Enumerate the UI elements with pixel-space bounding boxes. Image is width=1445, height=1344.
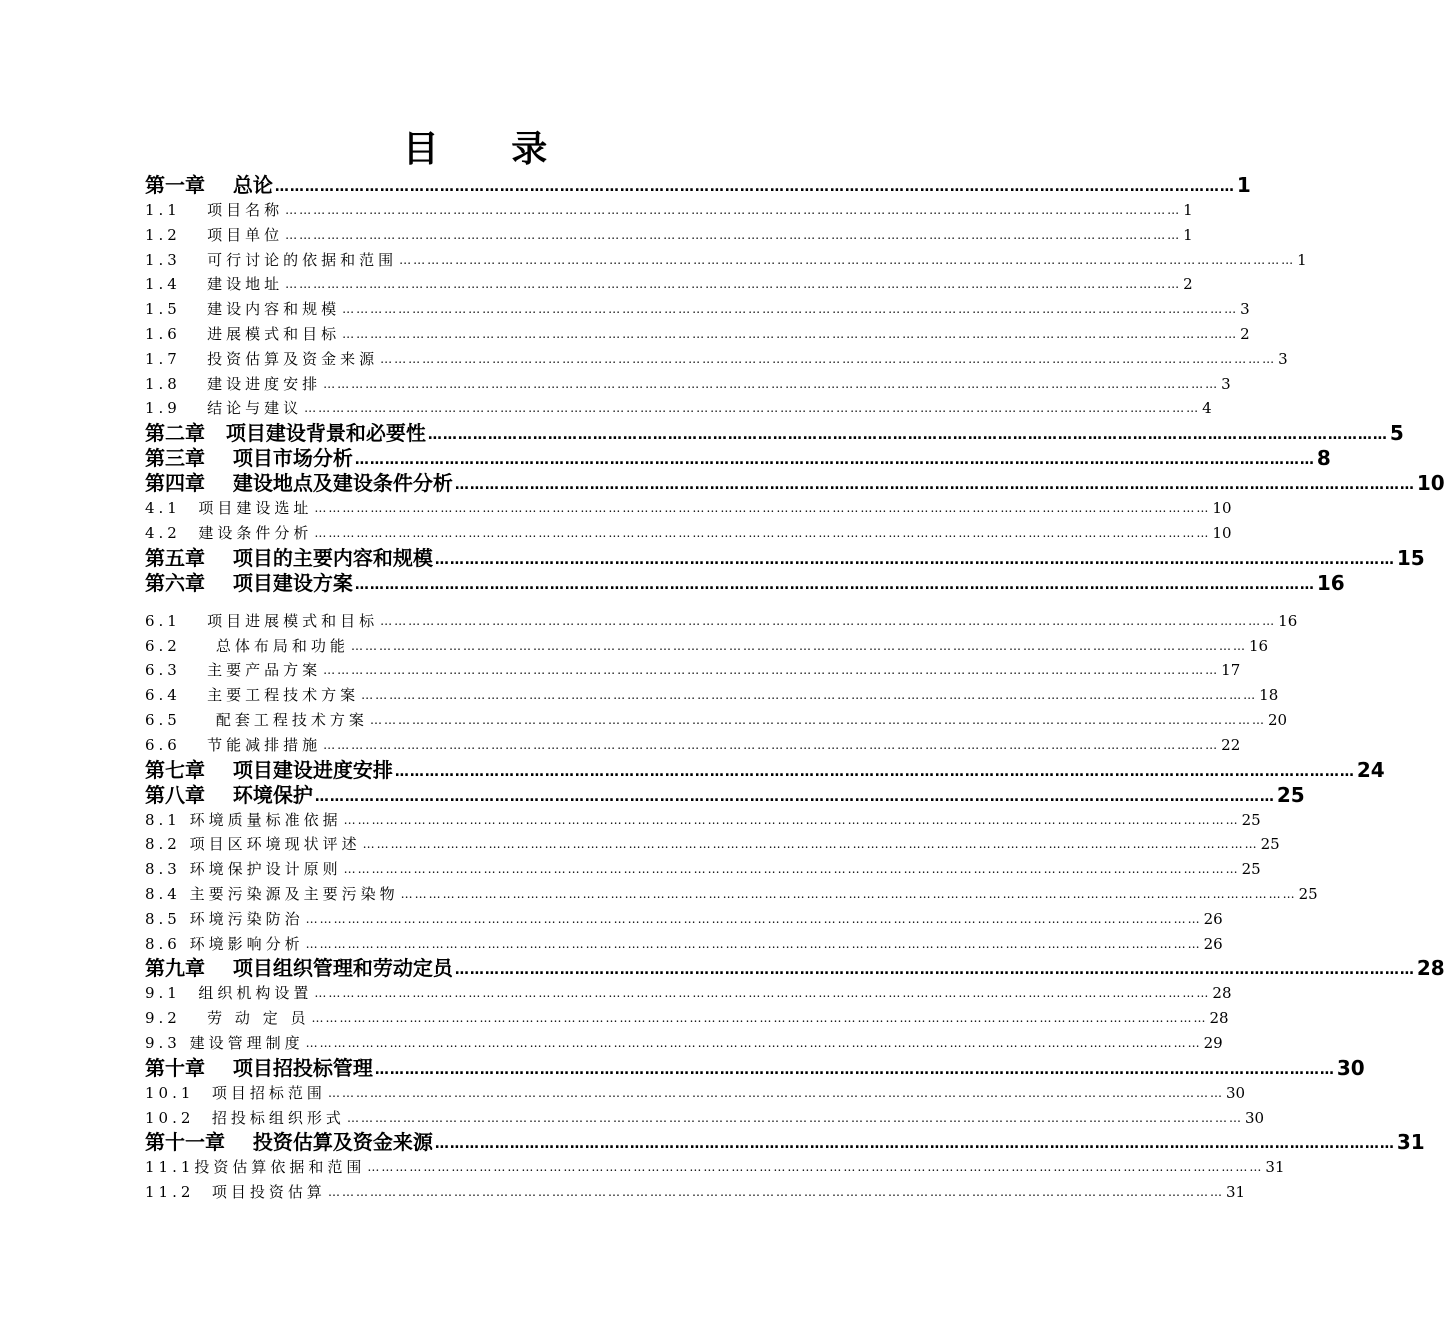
toc-entry-label: 6.2 总体布局和功能 (145, 636, 349, 655)
toc-chapter-row (145, 471, 1445, 496)
toc-page-number: 28 (1416, 956, 1445, 981)
toc-chapter-row (145, 1130, 1425, 1155)
toc-chapter-row (145, 956, 1445, 981)
toc-dot-leader: ………………………………………………………………………………………………………………………………………………………………………… (374, 1061, 1335, 1078)
toc-entry-label: 9.3 建设管理制度 (145, 1033, 304, 1052)
toc-section-row (145, 733, 1241, 758)
toc-entry-label: 第十章 项目招投标管理 (145, 1055, 373, 1080)
toc-page-number: 3 (1278, 349, 1288, 368)
toc-chapter-row (145, 446, 1331, 471)
toc-entry-label: 第四章 建设地点及建设条件分析 (145, 471, 453, 496)
toc-entry-label: 8.3 环境保护设计原则 (145, 860, 342, 879)
toc-entry-label: 第六章 项目建设方案 (145, 570, 353, 595)
toc-entry-label: 8.6 环境影响分析 (145, 934, 304, 953)
toc-section-row (145, 981, 1232, 1006)
toc-entry-label: 6.1 项目进展模式和目标 (145, 611, 379, 630)
toc-dot-leader: ………………………………………………………………………………………………………………………………………………………………………… (327, 1185, 1224, 1200)
toc-page-number: 4 (1202, 399, 1212, 418)
toc-page-number: 1 (1297, 250, 1307, 269)
toc-page-number: 10 (1212, 523, 1232, 542)
toc-entry-label: 9.2 劳 动 定 员 (145, 1009, 310, 1028)
toc-page-number: 25 (1260, 835, 1280, 854)
toc-section-row (145, 609, 1298, 634)
toc-dot-leader: ………………………………………………………………………………………………………………………………………………………………………… (367, 1160, 1264, 1175)
toc-dot-leader: ………………………………………………………………………………………………………………………………………………………………………… (346, 1110, 1243, 1125)
toc-entry-label: 10.1 项目招标范围 (145, 1083, 326, 1102)
toc-section-row (145, 882, 1318, 907)
toc-section-row (145, 223, 1193, 248)
toc-entry-label: 1.1 项目名称 (145, 201, 284, 219)
toc-chapter-row (145, 1055, 1365, 1081)
toc-entry-label: 8.4 主要污染源及主要污染物 (145, 884, 399, 903)
toc-dot-leader: ………………………………………………………………………………………………………………………………………………………………………… (314, 525, 1211, 540)
toc-page-number: 10 (1212, 499, 1232, 518)
toc-page-number: 1 (1236, 173, 1251, 197)
toc-page-number: 30 (1244, 1108, 1265, 1127)
toc-entry-label: 第九章 项目组织管理和劳动定员 (145, 956, 453, 981)
toc-section-row (145, 297, 1250, 322)
toc-page-number: 30 (1225, 1083, 1246, 1102)
toc-chapter-row (145, 757, 1385, 783)
toc-section-row (145, 832, 1280, 857)
toc-page-number: 25 (1276, 782, 1305, 807)
toc-dot-leader: ………………………………………………………………………………………………………………………………………………………………………… (434, 1136, 1395, 1153)
toc-page-number: 3 (1221, 374, 1231, 393)
toc-dot-leader: ………………………………………………………………………………………………………………………………………………………………………… (400, 886, 1297, 901)
toc-entry-label: 第三章 项目市场分析 (145, 446, 353, 471)
toc-section-row (145, 808, 1261, 833)
toc-entry-label: 11.1投资估算依据和范围 (145, 1158, 366, 1177)
toc-section-row (145, 1031, 1223, 1056)
toc-page-number: 3 (1240, 300, 1250, 319)
toc-section-row (145, 198, 1193, 223)
toc-dot-leader: ………………………………………………………………………………………………………………………………………………………………………… (342, 326, 1239, 341)
toc-entry-label: 第七章 项目建设进度安排 (145, 757, 393, 782)
toc-section-row (145, 521, 1232, 546)
toc-dot-leader: ………………………………………………………………………………………………………………………………………………………………………… (314, 986, 1211, 1001)
toc-section-row (145, 1155, 1285, 1180)
toc-dot-leader: ………………………………………………………………………………………………………………………………………………………………………… (361, 688, 1258, 703)
toc-dot-leader: ………………………………………………………………………………………………………………………………………………………………………… (380, 351, 1277, 366)
toc-section-row (145, 372, 1231, 397)
toc-dot-leader: ………………………………………………………………………………………………………………………………………………………………………… (454, 477, 1415, 494)
toc-dot-leader: ………………………………………………………………………………………………………………………………………………………………………… (274, 179, 1235, 195)
toc-entry-label: 6.6 节能减排措施 (145, 735, 322, 754)
toc-entry-label: 11.2 项目投资估算 (145, 1183, 326, 1202)
toc-chapter-row (145, 570, 1345, 596)
toc-chapter-row (145, 545, 1425, 571)
toc-page-number: 18 (1259, 686, 1279, 705)
toc-page-number: 2 (1240, 324, 1250, 343)
toc-page-number: 26 (1203, 934, 1223, 953)
toc-dot-leader: ………………………………………………………………………………………………………………………………………………………………………… (323, 663, 1220, 678)
toc-entry-label: 第二章 项目建设背景和必要性 (145, 421, 426, 446)
toc-section-row (145, 658, 1241, 683)
toc-section-row (145, 272, 1193, 297)
toc-dot-leader: ………………………………………………………………………………………………………………………………………………………………………… (305, 1035, 1202, 1050)
toc-page-number: 17 (1221, 661, 1241, 680)
page-title: 目 录 (402, 129, 578, 170)
toc-page-number: 2 (1183, 275, 1193, 294)
toc-dot-leader: ………………………………………………………………………………………………………………………………………………………………………… (327, 1085, 1224, 1100)
toc-dot-leader: ………………………………………………………………………………………………………………………………………………………………………… (380, 613, 1277, 628)
toc-chapter-row (145, 782, 1305, 808)
toc-section-row (145, 857, 1261, 882)
toc-page-number: 16 (1316, 570, 1345, 595)
toc-section-row (145, 683, 1279, 708)
toc-page-number: 16 (1278, 611, 1298, 630)
toc-section-row (145, 248, 1307, 273)
toc-page-number: 15 (1396, 545, 1425, 570)
toc-entry-label: 6.5 配套工程技术方案 (145, 710, 368, 729)
toc-section-row (145, 1106, 1265, 1131)
toc-entry-label: 1.3 可行讨论的依据和范围 (145, 250, 398, 269)
toc-dot-leader: ………………………………………………………………………………………………………………………………………………………………………… (427, 427, 1388, 444)
toc-page-number: 22 (1221, 735, 1241, 754)
toc-page-number: 8 (1316, 446, 1331, 471)
toc-entry-label: 1.4 建设地址 (145, 275, 284, 294)
toc-page-number: 25 (1298, 884, 1318, 903)
toc-dot-leader: ………………………………………………………………………………………………………………………………………………………………………… (362, 837, 1259, 852)
toc-page-number: 20 (1267, 710, 1288, 729)
toc-entry-label: 第五章 项目的主要内容和规模 (145, 545, 433, 570)
toc-section-row (145, 634, 1269, 659)
toc-entry-label: 4.2 建设条件分析 (145, 523, 313, 542)
toc-page-number: 16 (1248, 636, 1269, 655)
toc-page-number: 25 (1241, 860, 1261, 879)
toc-dot-leader: ………………………………………………………………………………………………………………………………………………………………………… (343, 812, 1240, 827)
toc-section-row (145, 907, 1223, 932)
toc-chapter-row (145, 173, 1251, 198)
toc-entry-label: 1.2 项目单位 (145, 225, 284, 244)
toc-entry-label: 1.7 投资估算及资金来源 (145, 349, 379, 368)
toc-dot-leader: ………………………………………………………………………………………………………………………………………………………………………… (343, 862, 1240, 877)
toc-dot-leader: ………………………………………………………………………………………………………………………………………………………………………… (369, 712, 1266, 727)
toc-section-row (145, 396, 1212, 421)
toc-dot-leader: ………………………………………………………………………………………………………………………………………………………………………… (434, 551, 1395, 568)
toc-entry-label: 4.1 项目建设选址 (145, 499, 313, 518)
toc-dot-leader: ………………………………………………………………………………………………………………………………………………………………………… (285, 227, 1182, 242)
toc-entry-label: 10.2 招投标组织形式 (145, 1108, 345, 1127)
toc-entry-label: 1.8 建设进度安排 (145, 374, 322, 393)
toc-entry-label: 1.9 结论与建议 (145, 399, 303, 418)
toc-entry-label: 1.5 建设内容和规模 (145, 300, 341, 319)
toc-dot-leader: ………………………………………………………………………………………………………………………………………………………………………… (399, 252, 1296, 267)
toc-page-number: 31 (1225, 1183, 1246, 1202)
toc-entry-label: 第一章 总论 (145, 173, 273, 197)
toc-page-number: 1 (1183, 201, 1193, 219)
toc-section-row (145, 322, 1250, 347)
toc-section-row (145, 1180, 1246, 1205)
toc-dot-leader: ………………………………………………………………………………………………………………………………………………………………………… (304, 401, 1201, 416)
toc-spacer (145, 596, 807, 609)
toc-dot-leader: ………………………………………………………………………………………………………………………………………………………………………… (350, 638, 1247, 653)
toc-page-number: 30 (1336, 1055, 1365, 1080)
toc-entry-label: 8.1 环境质量标准依据 (145, 810, 342, 829)
toc-section-row (145, 1006, 1229, 1031)
toc-entry-label: 6.3 主要产品方案 (145, 661, 322, 680)
toc-dot-leader: ………………………………………………………………………………………………………………………………………………………………………… (454, 962, 1415, 979)
toc-entry-label: 1.6 进展模式和目标 (145, 324, 341, 343)
toc-page-number: 28 (1209, 1009, 1229, 1028)
toc-dot-leader: ………………………………………………………………………………………………………………………………………………………………………… (311, 1011, 1208, 1026)
toc-page-number: 1 (1183, 225, 1193, 244)
toc-entry-label: 6.4 主要工程技术方案 (145, 686, 360, 705)
toc-entry-label: 第八章 环境保护 (145, 782, 313, 807)
toc-dot-leader: ………………………………………………………………………………………………………………………………………………………………………… (394, 763, 1355, 780)
toc-entry-label: 8.2 项目区环境现状评述 (145, 835, 361, 854)
toc-dot-leader: ………………………………………………………………………………………………………………………………………………………………………… (323, 376, 1220, 391)
toc-page-number: 28 (1212, 984, 1232, 1003)
toc-section-row (145, 347, 1288, 372)
toc-page-number: 29 (1203, 1033, 1223, 1052)
toc-entry-label: 9.1 组织机构设置 (145, 984, 313, 1003)
toc-dot-leader: ………………………………………………………………………………………………………………………………………………………………………… (305, 936, 1202, 951)
toc-dot-leader: ………………………………………………………………………………………………………………………………………………………………………… (285, 277, 1182, 292)
toc-chapter-row (145, 421, 1404, 446)
toc-dot-leader: ………………………………………………………………………………………………………………………………………………………………………… (354, 576, 1315, 593)
toc-dot-leader: ………………………………………………………………………………………………………………………………………………………………………… (285, 203, 1182, 217)
table-of-contents (145, 173, 1445, 1205)
toc-page-number: 26 (1203, 909, 1223, 928)
toc-entry-label: 8.5 环境污染防治 (145, 909, 304, 928)
toc-page-number: 31 (1396, 1130, 1425, 1155)
toc-entry-label: 第十一章 投资估算及资金来源 (145, 1130, 433, 1155)
toc-page-number: 25 (1241, 810, 1261, 829)
toc-section-row (145, 1081, 1246, 1106)
toc-page-number: 24 (1356, 757, 1385, 782)
toc-page-number: 31 (1265, 1158, 1285, 1177)
toc-dot-leader: ………………………………………………………………………………………………………………………………………………………………………… (314, 501, 1211, 516)
toc-dot-leader: ………………………………………………………………………………………………………………………………………………………………………… (305, 911, 1202, 926)
toc-dot-leader: ………………………………………………………………………………………………………………………………………………………………………… (342, 302, 1239, 317)
toc-dot-leader: ………………………………………………………………………………………………………………………………………………………………………… (314, 788, 1275, 805)
toc-page-number: 5 (1389, 421, 1404, 446)
toc-section-row (145, 708, 1288, 733)
toc-section-row (145, 496, 1232, 521)
toc-page-number: 10 (1416, 471, 1445, 496)
toc-section-row (145, 932, 1223, 957)
toc-dot-leader: ………………………………………………………………………………………………………………………………………………………………………… (323, 737, 1220, 752)
toc-dot-leader: ………………………………………………………………………………………………………………………………………………………………………… (354, 452, 1315, 469)
